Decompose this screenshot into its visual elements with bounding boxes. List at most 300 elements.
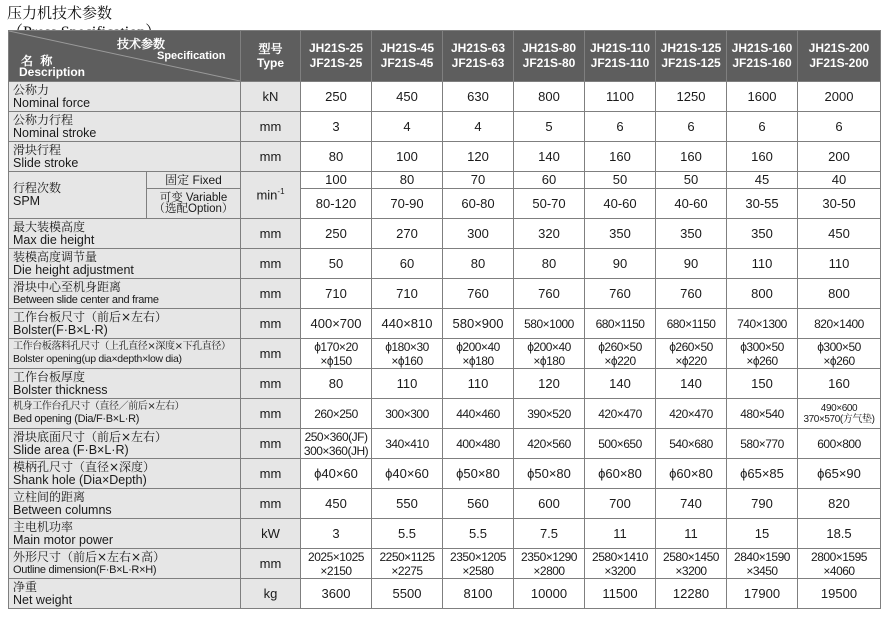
value-cell: ϕ65×90	[798, 459, 881, 489]
value-cell: 630	[443, 82, 514, 112]
value-cell	[798, 549, 881, 579]
row-unit: mm	[241, 399, 301, 429]
value-line: 480×540	[740, 406, 784, 421]
value-cell	[798, 399, 881, 429]
value-line: ×3200	[604, 563, 636, 578]
value-cell: 70	[443, 172, 514, 189]
value-line: 420×560	[527, 436, 571, 451]
value-cell: 800	[514, 82, 585, 112]
value-cell: 790	[727, 489, 798, 519]
header-model-8	[798, 31, 881, 82]
value-cell: 4	[372, 112, 443, 142]
value-cell: 60	[514, 172, 585, 189]
spec-row	[9, 369, 881, 399]
value-cell: 680×1150	[585, 309, 656, 339]
value-cell: 160	[727, 142, 798, 172]
value-line: 2350×1290	[521, 549, 577, 564]
value-cell: 11	[585, 519, 656, 549]
spec-row	[9, 429, 881, 459]
value-cell	[656, 549, 727, 579]
value-line: 260×250	[314, 406, 358, 421]
value-line: 600×800	[817, 436, 861, 451]
row-label	[9, 339, 241, 369]
row-unit: mm	[241, 429, 301, 459]
model-jh: JH21S-110	[589, 41, 651, 55]
value-cell: 5500	[372, 579, 443, 609]
value-cell	[656, 429, 727, 459]
header-model-6	[656, 31, 727, 82]
value-cell: 2000	[798, 82, 881, 112]
value-cell: 110	[798, 249, 881, 279]
value-cell: 740×1300	[727, 309, 798, 339]
value-cell: ϕ60×80	[585, 459, 656, 489]
spec-table	[8, 30, 881, 609]
model-jh: JH21S-125	[660, 41, 722, 55]
value-cell: 12280	[656, 579, 727, 609]
row-label-cn: 装模高度调节量	[13, 249, 98, 264]
header-model-1	[301, 31, 372, 82]
value-cell: 6	[656, 112, 727, 142]
value-cell	[372, 429, 443, 459]
value-cell: 80	[301, 142, 372, 172]
value-cell: 19500	[798, 579, 881, 609]
row-label-en: Bolster thickness	[13, 382, 108, 397]
value-cell: 760	[656, 279, 727, 309]
model-jf: JF21S-45	[380, 56, 434, 70]
value-cell: 120	[514, 369, 585, 399]
value-cell	[372, 549, 443, 579]
model-jh: JH21S-25	[308, 41, 364, 55]
value-line: ×ϕ260	[746, 353, 778, 368]
value-cell	[443, 339, 514, 369]
value-cell: 800	[727, 279, 798, 309]
value-cell: 80-120	[301, 189, 372, 219]
row-label-en: Slide stroke	[13, 155, 79, 170]
value-line: 300×360(JH)	[303, 443, 369, 458]
value-cell: 250	[301, 82, 372, 112]
value-cell	[727, 429, 798, 459]
value-cell	[301, 549, 372, 579]
row-label-en: Shank hole (Dia×Depth)	[13, 472, 147, 487]
value-cell: 450	[372, 82, 443, 112]
model-jf: JF21S-25	[309, 56, 363, 70]
row-label-en: Bolster(F·B×L·R)	[13, 322, 108, 337]
header-model-3	[443, 31, 514, 82]
row-label-en: Net weight	[13, 592, 73, 607]
model-jf: JF21S-80	[522, 56, 576, 70]
value-cell: ϕ40×60	[372, 459, 443, 489]
row-unit: kN	[241, 82, 301, 112]
spec-row	[9, 249, 881, 279]
row-label-en: Between slide center and frame	[13, 293, 159, 306]
value-cell	[798, 429, 881, 459]
row-unit: mm	[241, 309, 301, 339]
value-cell	[514, 399, 585, 429]
row-unit: mm	[241, 279, 301, 309]
row-label	[9, 309, 241, 339]
spec-row	[9, 519, 881, 549]
row-label-en: Main motor power	[13, 532, 114, 547]
value-cell: 350	[585, 219, 656, 249]
value-cell: 6	[798, 112, 881, 142]
header-model-2	[372, 31, 443, 82]
value-cell: 160	[798, 369, 881, 399]
value-cell: 760	[585, 279, 656, 309]
value-cell: 50-70	[514, 189, 585, 219]
value-line: 2580×1450	[663, 549, 719, 564]
value-cell	[656, 399, 727, 429]
value-line: ϕ200×40	[456, 339, 500, 354]
value-line: 250×360(JF)	[304, 429, 368, 444]
row-label	[9, 489, 241, 519]
spec-row	[9, 112, 881, 142]
row-label-cn: 工作台板厚度	[13, 369, 86, 384]
value-cell: 140	[514, 142, 585, 172]
value-cell: 70-90	[372, 189, 443, 219]
value-line: ϕ200×40	[527, 339, 571, 354]
value-cell: 820×1400	[798, 309, 881, 339]
row-label-cn: 行程次数	[13, 181, 62, 195]
row-label-cn: 滑块行程	[13, 142, 62, 157]
value-cell: 320	[514, 219, 585, 249]
value-line: ×ϕ150	[320, 353, 352, 368]
value-cell: 4	[443, 112, 514, 142]
value-line: ×ϕ180	[533, 353, 565, 368]
row-label-en: Nominal stroke	[13, 125, 97, 140]
value-cell: 1250	[656, 82, 727, 112]
row-unit: mm	[241, 142, 301, 172]
value-cell: 45	[727, 172, 798, 189]
row-unit: mm	[241, 369, 301, 399]
row-label-cn: 公称力行程	[13, 112, 74, 127]
value-cell: 7.5	[514, 519, 585, 549]
value-line: ×3450	[746, 563, 778, 578]
value-cell: 50	[301, 249, 372, 279]
value-cell: 740	[656, 489, 727, 519]
spm-option-line: （选配Option）	[153, 202, 234, 215]
spm-variable-label	[147, 189, 241, 219]
value-cell: 5	[514, 112, 585, 142]
value-line: 370×570(方气垫)	[803, 413, 875, 425]
value-cell: 800	[798, 279, 881, 309]
header-model-4	[514, 31, 585, 82]
value-line: ϕ260×50	[598, 339, 642, 354]
value-line: 490×600	[820, 402, 858, 414]
header-model-7	[727, 31, 798, 82]
spec-row	[9, 339, 881, 369]
value-cell: 40-60	[585, 189, 656, 219]
value-cell: 8100	[443, 579, 514, 609]
value-line: 580×770	[740, 436, 784, 451]
model-jf: JF21S-125	[661, 56, 721, 70]
model-jh: JH21S-80	[521, 41, 577, 55]
row-unit: mm	[241, 112, 301, 142]
value-line: 2800×1595	[811, 549, 867, 564]
row-unit: kg	[241, 579, 301, 609]
value-cell	[585, 549, 656, 579]
header-row	[9, 31, 881, 82]
value-cell	[585, 339, 656, 369]
value-cell: ϕ50×80	[443, 459, 514, 489]
row-label	[9, 142, 241, 172]
value-cell: 80	[372, 172, 443, 189]
value-cell: 700	[585, 489, 656, 519]
spec-row	[9, 279, 881, 309]
value-cell: 17900	[727, 579, 798, 609]
value-cell: 3600	[301, 579, 372, 609]
row-label	[9, 519, 241, 549]
value-cell: 110	[372, 369, 443, 399]
value-line: 2250×1125	[379, 549, 435, 564]
value-cell: 760	[443, 279, 514, 309]
value-cell: 600	[514, 489, 585, 519]
row-unit: mm	[241, 489, 301, 519]
header-description-cell	[9, 31, 241, 82]
value-cell: 760	[514, 279, 585, 309]
value-line: 300×300	[385, 406, 429, 421]
row-unit	[241, 172, 301, 219]
value-cell: 580×1000	[514, 309, 585, 339]
value-cell: 11	[656, 519, 727, 549]
value-cell: 110	[443, 369, 514, 399]
value-cell	[443, 429, 514, 459]
header-spec-en: Specification	[157, 50, 226, 62]
value-cell: 1600	[727, 82, 798, 112]
value-line: 340×410	[385, 436, 429, 451]
row-unit: kW	[241, 519, 301, 549]
row-unit: mm	[241, 339, 301, 369]
value-cell: 140	[585, 369, 656, 399]
row-unit: mm	[241, 249, 301, 279]
value-line: ×ϕ260	[823, 353, 855, 368]
value-cell	[443, 549, 514, 579]
model-jh: JH21S-63	[450, 41, 506, 55]
model-jh: JH21S-45	[379, 41, 435, 55]
value-line: 2580×1410	[592, 549, 648, 564]
page-title	[7, 0, 161, 26]
value-line: ×2150	[320, 563, 352, 578]
value-cell: 60-80	[443, 189, 514, 219]
spm-variable-line: 可变 Variable	[159, 191, 228, 204]
spec-row	[9, 82, 881, 112]
value-line: ×ϕ180	[462, 353, 494, 368]
row-label-cn: 滑块底面尺寸（前后×左右）	[13, 429, 168, 444]
value-cell: 1100	[585, 82, 656, 112]
value-cell: 5.5	[372, 519, 443, 549]
value-cell: 710	[372, 279, 443, 309]
model-jf: JF21S-63	[451, 56, 505, 70]
row-label-en: SPM	[13, 194, 41, 208]
row-label-cn: 公称力	[13, 82, 50, 97]
value-cell: 120	[443, 142, 514, 172]
value-cell: 110	[727, 249, 798, 279]
spec-row	[9, 549, 881, 579]
value-cell: ϕ60×80	[656, 459, 727, 489]
value-cell: 560	[443, 489, 514, 519]
value-cell: 15	[727, 519, 798, 549]
value-cell: 820	[798, 489, 881, 519]
row-label	[9, 429, 241, 459]
spm-fixed-label: 固定 Fixed	[147, 172, 241, 189]
value-cell: 10000	[514, 579, 585, 609]
value-cell: 6	[585, 112, 656, 142]
value-cell: 350	[727, 219, 798, 249]
row-label-cn: 净重	[13, 579, 38, 594]
value-cell: 6	[727, 112, 798, 142]
row-label-cn: 立柱间的距离	[13, 489, 86, 504]
value-cell: 18.5	[798, 519, 881, 549]
model-jf: JF21S-110	[590, 56, 650, 70]
value-line: ×2275	[391, 563, 423, 578]
value-cell: 5.5	[443, 519, 514, 549]
value-cell: 40	[798, 172, 881, 189]
row-label-cn: 工作台板尺寸（前后×左右）	[13, 309, 168, 324]
spec-row	[9, 579, 881, 609]
value-cell: 300	[443, 219, 514, 249]
value-cell: 200	[798, 142, 881, 172]
row-label	[9, 249, 241, 279]
value-cell	[585, 429, 656, 459]
row-label-en: Slide area (F·B×L·R)	[13, 442, 129, 457]
value-line: 2840×1590	[734, 549, 790, 564]
value-cell: 11500	[585, 579, 656, 609]
row-label	[9, 579, 241, 609]
row-label-en: Bolster opening(up dia×depth×low dia)	[13, 353, 182, 365]
row-label-cn: 外形尺寸（前后×左右×高）	[13, 549, 166, 564]
value-cell: 60	[372, 249, 443, 279]
header-type-cell	[241, 31, 301, 82]
value-cell	[727, 549, 798, 579]
value-cell	[301, 399, 372, 429]
header-name-en: Description	[19, 65, 86, 79]
value-cell	[514, 549, 585, 579]
value-line: 420×470	[598, 406, 642, 421]
value-line: ×4060	[823, 563, 855, 578]
row-label-cn: 最大装模高度	[13, 219, 86, 234]
value-cell	[443, 399, 514, 429]
header-type-en: Type	[256, 56, 285, 70]
value-line: ϕ300×50	[817, 339, 861, 354]
row-label-en: Outline dimension(F·B×L·R×H)	[13, 563, 157, 576]
row-label-cn: 工作台板落料孔尺寸（上孔直径×深度×下孔直径）	[13, 341, 231, 352]
value-cell: ϕ50×80	[514, 459, 585, 489]
value-cell	[585, 399, 656, 429]
spec-table-body	[9, 82, 881, 609]
header-type-cn: 型号	[258, 42, 283, 56]
row-label	[9, 459, 241, 489]
value-cell	[372, 339, 443, 369]
row-unit: mm	[241, 549, 301, 579]
value-cell: 160	[656, 142, 727, 172]
spec-row	[9, 309, 881, 339]
value-cell	[727, 399, 798, 429]
value-cell: 450	[798, 219, 881, 249]
row-label-en: Bed opening (Dia/F·B×L·R)	[13, 413, 140, 425]
value-cell: 400×700	[301, 309, 372, 339]
value-cell: 580×900	[443, 309, 514, 339]
spm-row-fixed	[9, 172, 881, 189]
row-label	[9, 172, 147, 219]
value-line: 2025×1025	[308, 549, 364, 564]
value-cell: 40-60	[656, 189, 727, 219]
row-label	[9, 549, 241, 579]
value-cell: 50	[656, 172, 727, 189]
unit-superscript: -1	[277, 187, 285, 197]
value-cell: 3	[301, 519, 372, 549]
row-label-cn: 模柄孔尺寸（直径×深度）	[13, 459, 156, 474]
spec-row	[9, 459, 881, 489]
value-line: 540×680	[669, 436, 713, 451]
row-label	[9, 82, 241, 112]
value-cell: 80	[514, 249, 585, 279]
value-cell: ϕ40×60	[301, 459, 372, 489]
value-cell	[372, 399, 443, 429]
value-cell	[301, 429, 372, 459]
value-line: ×ϕ220	[604, 353, 636, 368]
value-cell: 80	[443, 249, 514, 279]
model-jf: JF21S-160	[732, 56, 792, 70]
value-cell: 80	[301, 369, 372, 399]
row-label-en: Nominal force	[13, 95, 91, 110]
value-cell	[301, 339, 372, 369]
row-label	[9, 279, 241, 309]
value-cell: 270	[372, 219, 443, 249]
row-label	[9, 399, 241, 429]
value-cell: 90	[585, 249, 656, 279]
row-label-en: Die height adjustment	[13, 262, 134, 277]
value-cell: 90	[656, 249, 727, 279]
row-unit: mm	[241, 219, 301, 249]
spec-row	[9, 219, 881, 249]
value-line: ×ϕ160	[391, 353, 423, 368]
value-cell: 710	[301, 279, 372, 309]
value-line: ϕ180×30	[385, 339, 429, 354]
value-cell: 50	[585, 172, 656, 189]
value-cell: 100	[301, 172, 372, 189]
row-label-en: Between columns	[13, 502, 112, 517]
value-cell: 250	[301, 219, 372, 249]
value-line: 2350×1205	[450, 549, 506, 564]
header-name-cn: 名 称	[21, 54, 55, 68]
value-line: 440×460	[456, 406, 500, 421]
value-cell	[514, 339, 585, 369]
value-cell: 680×1150	[656, 309, 727, 339]
value-line: ϕ170×20	[314, 339, 358, 354]
value-cell: 30-55	[727, 189, 798, 219]
value-cell	[514, 429, 585, 459]
spec-row	[9, 142, 881, 172]
value-cell: 140	[656, 369, 727, 399]
value-cell: 150	[727, 369, 798, 399]
value-cell	[798, 339, 881, 369]
header-spec-cn: 技术参数	[117, 37, 166, 51]
header-model-5	[585, 31, 656, 82]
value-cell: 100	[372, 142, 443, 172]
value-cell: 3	[301, 112, 372, 142]
value-cell: 440×810	[372, 309, 443, 339]
spec-row	[9, 489, 881, 519]
row-label-cn: 主电机功率	[13, 519, 74, 534]
value-cell: ϕ65×85	[727, 459, 798, 489]
value-line: 420×470	[669, 406, 713, 421]
model-jh: JH21S-200	[808, 41, 870, 55]
model-jh: JH21S-160	[731, 41, 793, 55]
value-line: 390×520	[527, 406, 571, 421]
row-label-cn: 滑块中心至机身距离	[13, 279, 122, 294]
value-cell: 350	[656, 219, 727, 249]
value-line: ×2580	[462, 563, 494, 578]
value-line: 400×480	[456, 436, 500, 451]
